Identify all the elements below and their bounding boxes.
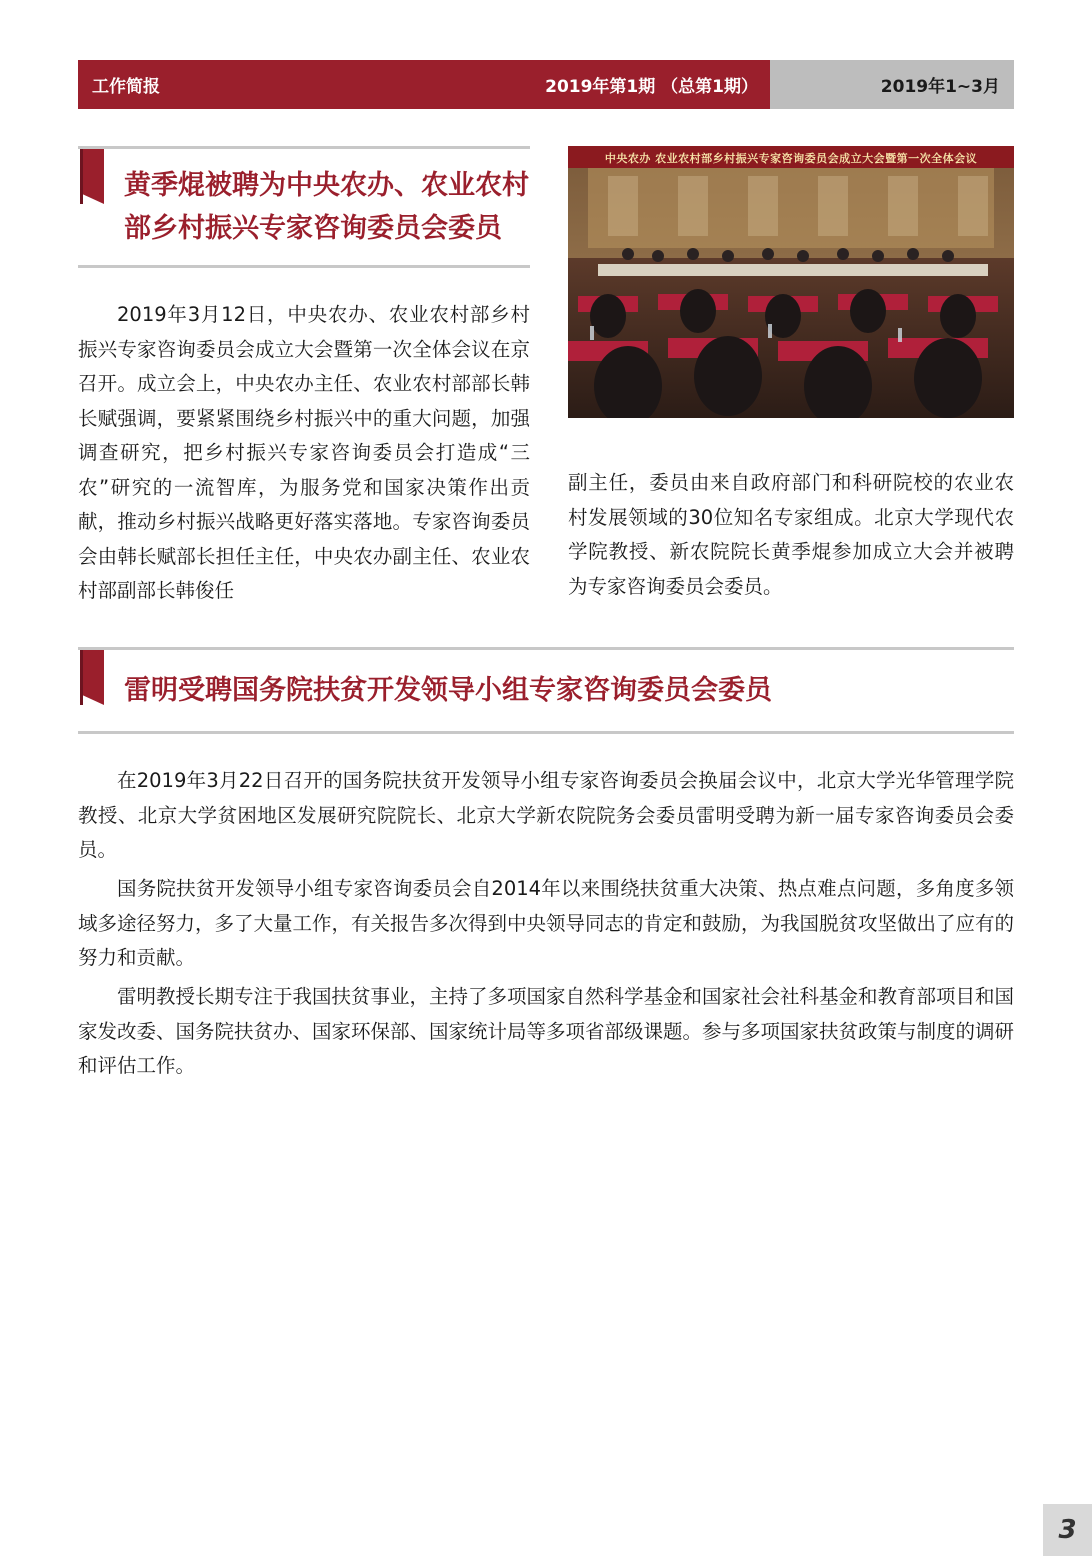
header-issue-label: 2019年第1期 （总第1期） [545,77,758,97]
page-header [78,60,1014,109]
article1-top-rule [78,146,530,149]
article1-title-line2: 部乡村振兴专家咨询委员会委员 [124,213,502,244]
article1-title [124,164,534,250]
article2-title: 雷明受聘国务院扶贫开发领导小组专家咨询委员会委员 [124,675,772,706]
photo-banner-text: 中央农办 农业农村部乡村振兴专家咨询委员会成立大会暨第一次全体会议 [604,152,978,165]
header-section-label: 工作简报 [92,77,160,97]
article1-paragraph-right: 副主任，委员由来自政府部门和科研院校的农业农村发展领域的30位知名专家组成。北京大学现代农学院教授、新农院院长黄季焜参加成立大会并被聘为专家咨询委员会委员。 [568,471,1014,598]
article2-paragraph-2: 国务院扶贫开发领导小组专家咨询委员会自2014年以来围绕扶贫重大决策、热点难点问题，多角度多领域多途径努力，多了大量工作，有关报告多次得到中央领导同志的肯定和鼓励，为我国脱贫攻坚做出了应有的努力和贡献。 [78,877,1015,969]
article2-paragraph-3: 雷明教授长期专注于我国扶贫事业，主持了多项国家自然科学基金和国家社会社科基金和教育部项目和国家发改委、国务院扶贫办、国家环保部、国家统计局等多项省部级课题。参与多项国家扶贫政策与制度的调研和评估工作。 [78,985,1015,1077]
header-date-range: 2019年1~3月 [880,77,1000,97]
header-gray-band [770,60,1014,109]
article2-bottom-rule [78,731,1014,734]
conference-photo [568,146,1014,418]
article1-paragraph-left: 2019年3月12日，中央农办、农业农村部乡村振兴专家咨询委员会成立大会暨第一次全体会议在京召开。成立会上，中央农办主任、农业农村部部长韩长赋强调，要紧紧围绕乡村振兴中的重大问题，加强调查研究，把乡村振兴专家咨询委员会打造成“三农”研究的一流智库，为服务党和国家决策作出贡献，推动乡村振兴战略更好落实落地。专家咨询委员会由韩长赋部长担任主任，中央农办副主任、农业农村部副部长韩俊任 [78,303,530,602]
bookmark-flag-icon [80,149,104,204]
article1-title-line1: 黄季焜被聘为中央农办、农业农村 [124,170,529,201]
header-red-band [78,60,770,109]
article2-top-rule [78,647,1014,650]
bookmark-flag-icon [80,650,104,705]
page-number: 3 [1043,1504,1092,1556]
article1-bottom-rule [78,265,530,268]
article2-paragraph-1: 在2019年3月22日召开的国务院扶贫开发领导小组专家咨询委员会换届会议中，北京大学光华管理学院教授、北京大学贫困地区发展研究院院长、北京大学新农院院务会委员雷明受聘为新一届专家咨询委员会委员。 [78,769,1014,861]
